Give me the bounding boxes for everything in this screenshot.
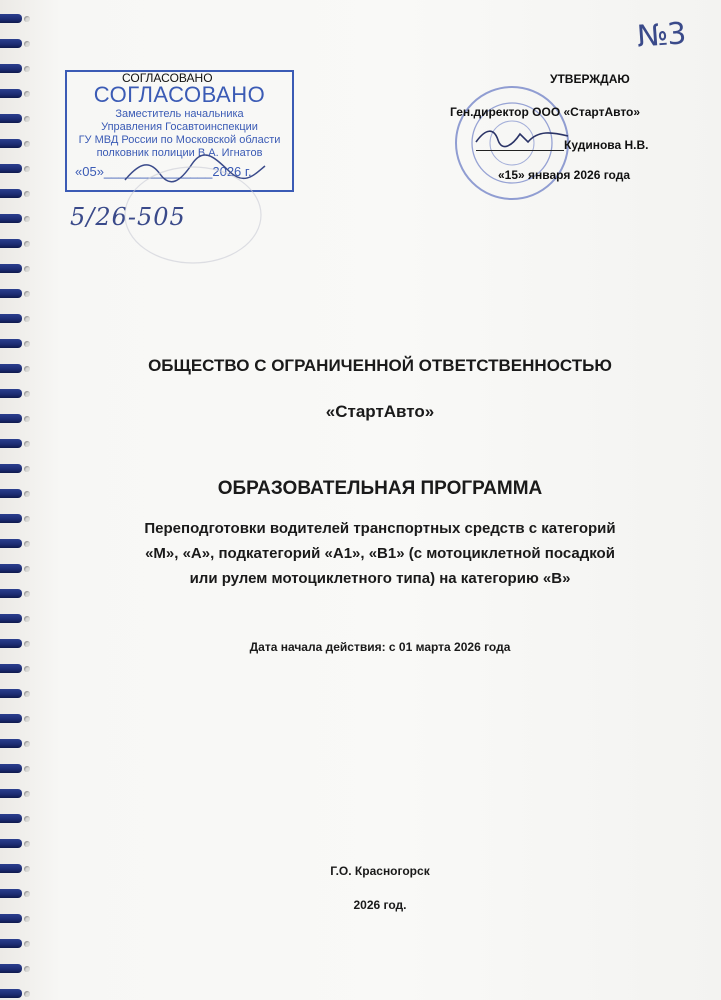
binding-ring bbox=[0, 739, 22, 748]
binding-ring bbox=[0, 89, 22, 98]
binding-ring bbox=[0, 564, 22, 573]
binding-ring bbox=[0, 64, 22, 73]
binding-ring bbox=[0, 439, 22, 448]
spiral-binding bbox=[0, 0, 34, 1000]
faint-stamp-impression bbox=[118, 160, 268, 270]
program-desc-line: «М», «А», подкатегорий «А1», «В1» (с мотоциклетной посадкой bbox=[145, 545, 615, 562]
binding-ring bbox=[0, 39, 22, 48]
binding-ring bbox=[0, 214, 22, 223]
binding-ring bbox=[0, 589, 22, 598]
binding-ring bbox=[0, 814, 22, 823]
binding-ring bbox=[0, 664, 22, 673]
binding-ring bbox=[0, 414, 22, 423]
stamp-date: «05»_______________2026 г. bbox=[75, 164, 252, 179]
binding-ring bbox=[0, 289, 22, 298]
binding-ring bbox=[0, 389, 22, 398]
binding-ring bbox=[0, 464, 22, 473]
registration-number: 5/26-505 bbox=[70, 203, 186, 231]
binding-ring bbox=[0, 714, 22, 723]
binding-ring bbox=[0, 689, 22, 698]
approve-signer: Кудинова Н.В. bbox=[564, 138, 649, 152]
director-signature bbox=[472, 124, 572, 150]
program-desc-line: или рулем мотоциклетного типа) на категорию «В» bbox=[189, 570, 571, 587]
binding-ring bbox=[0, 164, 22, 173]
start-date: Дата начала действия: с 01 марта 2026 года bbox=[249, 640, 511, 654]
binding-ring bbox=[0, 514, 22, 523]
binding-ring bbox=[0, 964, 22, 973]
binding-ring bbox=[0, 839, 22, 848]
binding-ring bbox=[0, 364, 22, 373]
binding-ring bbox=[0, 114, 22, 123]
binding-ring bbox=[0, 914, 22, 923]
binding-ring bbox=[0, 264, 22, 273]
binding-ring bbox=[0, 989, 22, 998]
binding-ring bbox=[0, 239, 22, 248]
approve-date: «15» января 2026 года bbox=[498, 168, 631, 182]
binding-ring bbox=[0, 614, 22, 623]
org-short-name: «СтартАвто» bbox=[325, 402, 435, 421]
program-desc-line: Переподготовки водителей транспортных средств с категорий bbox=[144, 520, 616, 537]
signature-line bbox=[476, 150, 564, 151]
org-full-name: ОБЩЕСТВО С ОГРАНИЧЕННОЙ ОТВЕТСТВЕННОСТЬЮ bbox=[148, 356, 612, 375]
program-title: ОБРАЗОВАТЕЛЬНАЯ ПРОГРАММА bbox=[217, 478, 543, 499]
year: 2026 год. bbox=[353, 898, 407, 912]
binding-ring bbox=[0, 764, 22, 773]
binding-ring bbox=[0, 889, 22, 898]
binding-ring bbox=[0, 14, 22, 23]
binding-ring bbox=[0, 789, 22, 798]
stamp-line: Заместитель начальника bbox=[115, 108, 244, 120]
binding-ring bbox=[0, 639, 22, 648]
binding-ring bbox=[0, 539, 22, 548]
program-description bbox=[30, 516, 721, 591]
agreed-label: СОГЛАСОВАНО bbox=[122, 71, 213, 85]
approve-title: УТВЕРЖДАЮ bbox=[550, 72, 630, 86]
stamp-line: Управления Госавтоинспекции bbox=[101, 121, 258, 133]
stamp-title: СОГЛАСОВАНО bbox=[93, 82, 266, 107]
binding-ring bbox=[0, 489, 22, 498]
binding-ring bbox=[0, 139, 22, 148]
binding-ring bbox=[0, 314, 22, 323]
city: Г.О. Красногорск bbox=[330, 864, 430, 878]
stamp-line: ГУ МВД России по Московской области bbox=[78, 134, 281, 146]
binding-ring bbox=[0, 189, 22, 198]
binding-ring bbox=[0, 939, 22, 948]
page-number: №3 bbox=[635, 16, 687, 55]
binding-ring bbox=[0, 864, 22, 873]
binding-ring bbox=[0, 339, 22, 348]
approve-director: Ген.директор ООО «СтартАвто» bbox=[450, 105, 641, 119]
stamp-line: полковник полиции В.А. Игнатов bbox=[96, 147, 263, 159]
